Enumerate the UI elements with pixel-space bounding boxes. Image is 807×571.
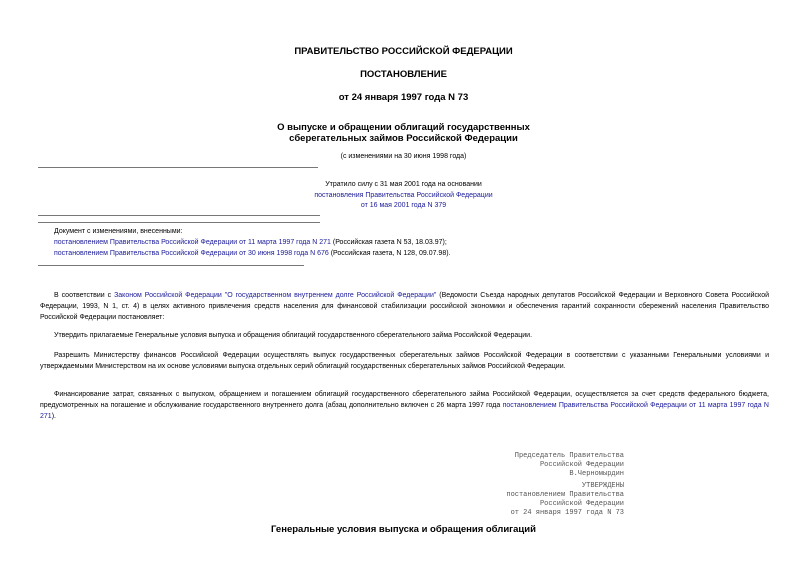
- law-link[interactable]: Законом Российской Федерации "О государственном внутреннем долге Российской Федерации": [114, 292, 437, 299]
- p1-text: (Ведомости Съезда народных депутатов Российской Федерации и Верховного Совета Российской Федерации, 1993, N 1, ст. 4) в целях активного привлечения средств населения для финансовой стабилизации российской экономики и обеспечения гарантий сохранности сбережений населения Правительство Российской Федерации постановляет:: [40, 292, 769, 321]
- divider: [38, 222, 320, 223]
- approval-country: Российской Федерации: [539, 500, 624, 508]
- expired-note: Утратило силу с 31 мая 2001 года на основании: [325, 181, 482, 188]
- approval-label: УТВЕРЖДЕНЫ: [581, 482, 624, 490]
- expired-link-line2[interactable]: от 16 мая 2001 года N 379: [360, 202, 447, 209]
- doc-date-heading: от 24 января 1997 года N 73: [338, 92, 469, 103]
- changes-note: (с изменениями на 30 июня 1998 года): [340, 153, 467, 160]
- amendment-item: [54, 237, 447, 248]
- doc-title-line2: сберегательных займов Российской Федерации: [289, 133, 518, 144]
- divider: [38, 215, 320, 216]
- doc-title-line1: О выпуске и обращении облигаций государственных: [277, 122, 530, 133]
- p4-text: Финансирование затрат, связанных с выпуском, обращением и погашением облигаций государственного сберегательного займа Российской Федерации, осуществляется за счет средств федерального бюджета, предусмотренных на погашение и обслуживание государственного внутреннего долга (абзац дополнительно включен с 26 марта 1997 года: [40, 391, 769, 409]
- p2-text: Утвердить прилагаемые Генеральные условия выпуска и обращения облигаций государственного сберегательного займа Российской Федерации.: [54, 332, 533, 339]
- p3-text: Разрешить Министерству финансов Российской Федерации осуществлять выпуск государственных сберегательных займов Российской Федерации в соответствии с указанными Генеральными условиями и утверждаемыми Министерством на их основе условиями выпуска отдельных серий облигаций государственных сберегательных займов Российской Федерации.: [40, 352, 769, 370]
- body-paragraph-2: [40, 330, 769, 341]
- amendment-link[interactable]: постановлением Правительства Российской Федерации от 30 июня 1998 года N 676: [54, 250, 329, 257]
- annex-title: Генеральные условия выпуска и обращения облигаций: [271, 524, 536, 535]
- approval-block: [506, 482, 624, 518]
- divider: [38, 265, 304, 266]
- signature-country: Российской Федерации: [539, 461, 624, 469]
- org-heading: ПРАВИТЕЛЬСТВО РОССИЙСКОЙ ФЕДЕРАЦИИ: [294, 46, 513, 57]
- signature-block: [515, 452, 624, 479]
- p4-tail: ).: [51, 413, 56, 420]
- amendment-source: (Российская газета, N 128, 09.07.98).: [328, 250, 451, 257]
- amendments-intro: Документ с изменениями, внесенными:: [54, 228, 183, 235]
- body-paragraph-4: [40, 389, 769, 422]
- p1-intro: В соответствии с: [54, 292, 115, 299]
- approval-by: постановлением Правительства: [506, 491, 624, 499]
- doc-type-heading: ПОСТАНОВЛЕНИЕ: [360, 69, 447, 80]
- approval-date: от 24 января 1997 года N 73: [510, 509, 624, 517]
- amendment-link[interactable]: постановлением Правительства Российской Федерации от 11 марта 1997 года N 271: [54, 239, 331, 246]
- signature-title: Председатель Правительства: [514, 452, 624, 460]
- divider: [38, 167, 318, 168]
- expired-link-line1[interactable]: постановления Правительства Российской Федерации: [314, 192, 493, 199]
- amendment-source: (Российская газета N 53, 18.03.97);: [330, 239, 447, 246]
- amendment-link[interactable]: постановлением Правительства Российской Федерации от 11 марта 1997 года N 271: [40, 402, 769, 420]
- body-paragraph-1: [40, 290, 769, 323]
- amendment-item: [54, 248, 451, 259]
- signature-name: В.Черномырдин: [569, 470, 624, 478]
- body-paragraph-3: [40, 350, 769, 372]
